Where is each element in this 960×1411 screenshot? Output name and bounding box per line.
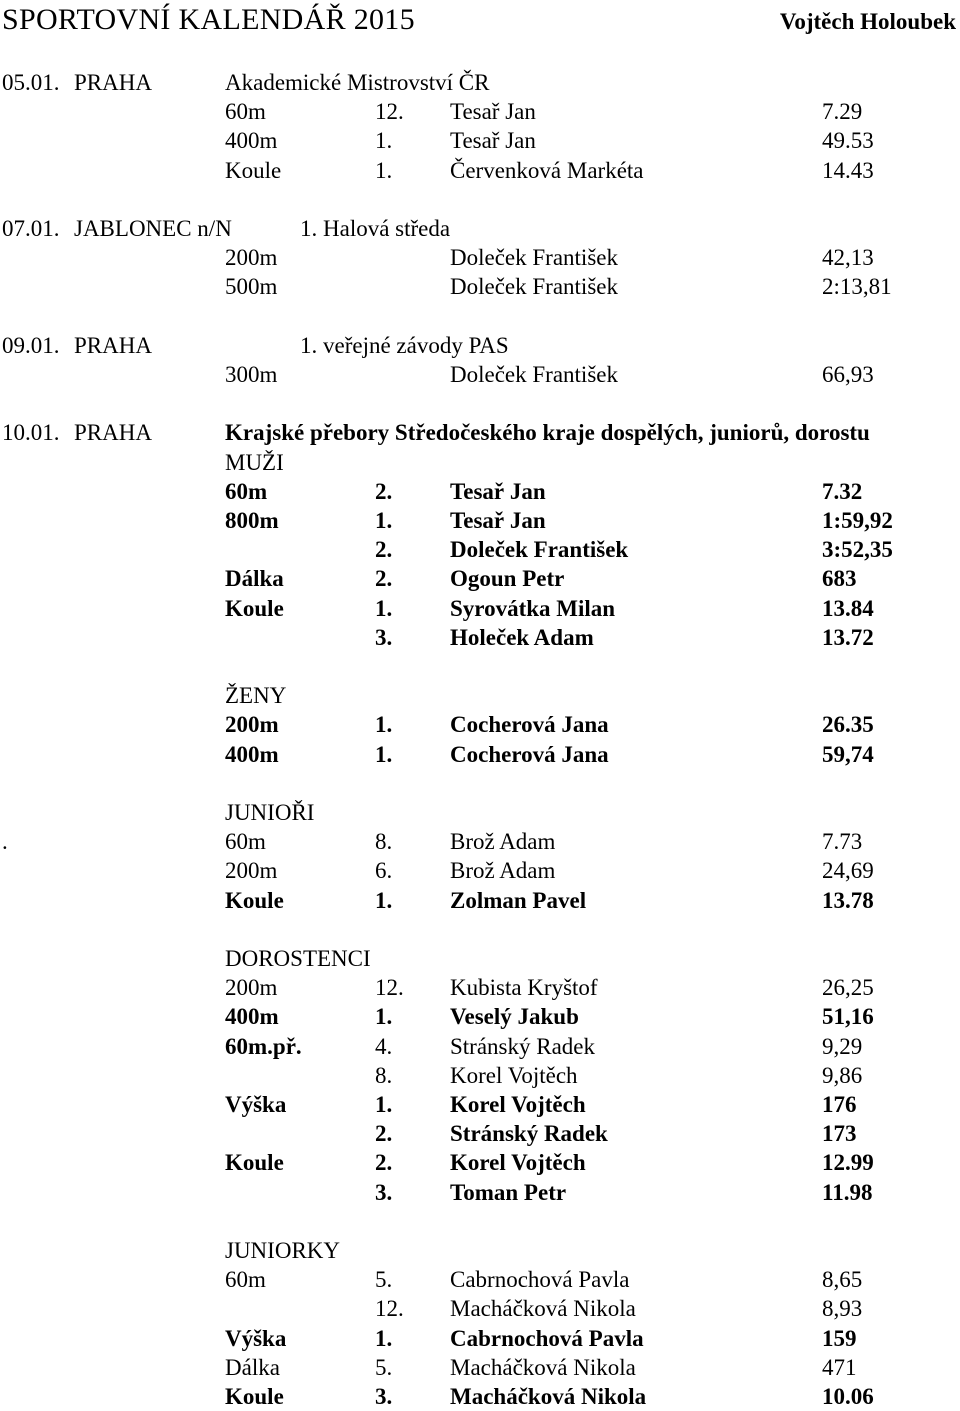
placement: 1. (375, 508, 393, 533)
result-value: 173 (822, 1121, 857, 1147)
result-row (0, 1294, 960, 1323)
result-value: 176 (822, 1092, 857, 1117)
result-value: 8,93 (822, 1296, 863, 1322)
discipline: 200m (225, 712, 279, 738)
placement: 12. (375, 1296, 404, 1322)
event-place: PRAHA (74, 332, 152, 358)
discipline: 60m (225, 99, 266, 125)
athlete-name: Holeček Adam (450, 624, 594, 650)
athlete-name: Korel Vojtěch (450, 1150, 586, 1176)
result-value: 13.84 (822, 595, 874, 621)
placement: 12. (375, 99, 404, 125)
event-date: 07.01. (2, 216, 60, 241)
result-value: 3:52,35 (822, 537, 893, 563)
result-value: 7.73 (822, 829, 863, 855)
placement: 2. (375, 537, 393, 563)
discipline: Koule (225, 157, 282, 183)
category-header (0, 681, 960, 710)
event-name: Akademické Mistrovství ČR (225, 70, 490, 95)
result-value: 24,69 (822, 858, 874, 884)
discipline: 400m (225, 741, 279, 767)
result-row (0, 623, 960, 652)
athlete-name: Ogoun Petr (450, 566, 565, 592)
athlete-name: Korel Vojtěch (450, 1062, 578, 1088)
discipline: 60m (225, 478, 268, 504)
event-place: PRAHA (74, 420, 152, 446)
event-name: 1. veřejné závody PAS (300, 332, 509, 358)
result-row (0, 710, 960, 739)
discipline: Koule (225, 595, 284, 621)
result-value: 51,16 (822, 1004, 874, 1030)
result-row (0, 243, 960, 272)
placement: 2. (375, 478, 393, 504)
athlete-name: Stránský Radek (450, 1033, 596, 1059)
result-row (0, 564, 960, 593)
document-title: SPORTOVNÍ KALENDÁŘ 2015 (2, 3, 415, 36)
discipline: Koule (225, 1150, 284, 1176)
discipline: Dálka (225, 1354, 280, 1380)
result-row (0, 1002, 960, 1031)
result-value: 9,86 (822, 1062, 863, 1088)
event-name: 1. Halová středa (300, 216, 451, 241)
discipline: 500m (225, 274, 278, 300)
event-header (0, 68, 960, 97)
result-row (0, 1265, 960, 1294)
athlete-name: Macháčková Nikola (450, 1296, 636, 1322)
result-row (0, 506, 960, 535)
result-row (0, 594, 960, 623)
discipline: Dálka (225, 566, 284, 592)
result-row (0, 1148, 960, 1177)
result-value: 49.53 (822, 128, 874, 154)
placement: 5. (375, 1267, 393, 1293)
athlete-name: Cabrnochová Pavla (450, 1267, 630, 1293)
discipline: Koule (225, 887, 284, 913)
event-date: 09.01. (2, 332, 60, 358)
athlete-name: Macháčková Nikola (450, 1354, 636, 1380)
result-row (0, 1061, 960, 1090)
placement: 2. (375, 1121, 393, 1147)
placement: 4. (375, 1033, 393, 1059)
placement: 6. (375, 858, 393, 884)
athlete-name: Kubista Kryštof (450, 975, 598, 1001)
placement: 1. (375, 887, 393, 913)
placement: 3. (375, 624, 393, 650)
category-name: JUNIORKY (225, 1238, 340, 1263)
category-header (0, 448, 960, 477)
result-row (0, 272, 960, 301)
result-value: 2:13,81 (822, 274, 892, 300)
athlete-name: Stránský Radek (450, 1121, 608, 1147)
result-value: 7.32 (822, 478, 863, 504)
result-row (0, 1324, 960, 1353)
athlete-name: Tesař Jan (450, 128, 536, 154)
placement: 1. (375, 1092, 393, 1117)
result-row (0, 1090, 960, 1119)
placement: 8. (375, 829, 393, 855)
discipline: Výška (225, 1092, 287, 1117)
discipline: 200m (225, 858, 278, 884)
result-row (0, 1178, 960, 1207)
result-value: 159 (822, 1325, 857, 1351)
result-row (0, 1353, 960, 1382)
discipline: Koule (225, 1384, 284, 1409)
result-value: 1:59,92 (822, 508, 893, 533)
athlete-name: Syrovátka Milan (450, 595, 616, 621)
event-header (0, 214, 960, 243)
discipline: 60m (225, 1267, 266, 1293)
event-place: PRAHA (74, 70, 152, 95)
result-row (0, 360, 960, 389)
result-row (0, 477, 960, 506)
event-date: 10.01. (2, 420, 60, 446)
category-header (0, 1236, 960, 1265)
event-name: Krajské přebory Středočeského kraje dospělých, juniorů, dorostu (225, 420, 870, 446)
result-value: 683 (822, 566, 857, 592)
placement: 2. (375, 1150, 393, 1176)
result-row (0, 156, 960, 185)
result-value: 7.29 (822, 99, 863, 125)
discipline: 60m.př. (225, 1033, 302, 1059)
discipline: Výška (225, 1325, 287, 1351)
event-header (0, 418, 960, 447)
event-place: JABLONEC n/N (74, 216, 232, 241)
result-value: 13.78 (822, 887, 874, 913)
athlete-name: Zolman Pavel (450, 887, 587, 913)
placement: 1. (375, 741, 393, 767)
athlete-name: Tesař Jan (450, 478, 546, 504)
athlete-name: Cabrnochová Pavla (450, 1325, 644, 1351)
result-value: 26,25 (822, 975, 874, 1001)
result-row (0, 827, 960, 856)
placement: 3. (375, 1384, 393, 1409)
discipline: 60m (225, 829, 266, 855)
placement: 8. (375, 1062, 393, 1088)
athlete-name: Červenková Markéta (450, 157, 644, 183)
event-date: 05.01. (2, 70, 60, 95)
result-value: 59,74 (822, 741, 874, 767)
athlete-name: Doleček František (450, 245, 618, 271)
result-row (0, 886, 960, 915)
result-value: 8,65 (822, 1267, 863, 1293)
athlete-name: Tesař Jan (450, 508, 546, 533)
category-name: MUŽI (225, 449, 284, 475)
result-row (0, 97, 960, 126)
category-name: JUNIOŘI (225, 800, 315, 825)
athlete-name: Korel Vojtěch (450, 1092, 586, 1117)
result-row (0, 535, 960, 564)
athlete-name: Tesař Jan (450, 99, 536, 125)
athlete-name: Veselý Jakub (450, 1004, 579, 1030)
discipline: 200m (225, 975, 278, 1001)
athlete-name: Brož Adam (450, 858, 556, 884)
athlete-name: Toman Petr (450, 1179, 567, 1205)
result-row (0, 1119, 960, 1148)
row-prefix: . (2, 829, 8, 855)
result-row (0, 740, 960, 769)
event-header (0, 331, 960, 360)
result-value: 13.72 (822, 624, 874, 650)
placement: 5. (375, 1354, 393, 1380)
result-row (0, 126, 960, 155)
placement: 2. (375, 566, 393, 592)
athlete-name: Doleček František (450, 362, 618, 387)
result-value: 9,29 (822, 1033, 863, 1059)
category-header (0, 944, 960, 973)
placement: 12. (375, 975, 404, 1001)
discipline: 200m (225, 245, 278, 271)
placement: 1. (375, 595, 393, 621)
discipline: 300m (225, 362, 278, 387)
result-value: 14.43 (822, 157, 874, 183)
athlete-name: Cocherová Jana (450, 712, 609, 738)
category-header (0, 798, 960, 827)
athlete-name: Doleček František (450, 274, 618, 300)
result-value: 66,93 (822, 362, 874, 387)
category-name: ŽENY (225, 683, 287, 709)
result-value: 42,13 (822, 245, 874, 271)
placement: 1. (375, 1325, 393, 1351)
placement: 1. (375, 712, 393, 738)
athlete-name: Doleček František (450, 537, 629, 563)
document-header (0, 0, 960, 46)
placement: 1. (375, 157, 393, 183)
category-name: DOROSTENCI (225, 946, 371, 971)
discipline: 400m (225, 128, 278, 154)
placement: 3. (375, 1179, 393, 1205)
discipline: 800m (225, 508, 279, 533)
result-row (0, 856, 960, 885)
result-value: 12.99 (822, 1150, 874, 1176)
athlete-name: Cocherová Jana (450, 741, 609, 767)
author-name: Vojtěch Holoubek (779, 9, 956, 34)
result-row (0, 973, 960, 1002)
result-value: 26.35 (822, 712, 874, 738)
result-value: 11.98 (822, 1179, 873, 1205)
result-value: 10.06 (822, 1384, 874, 1409)
placement: 1. (375, 1004, 393, 1030)
result-value: 471 (822, 1354, 857, 1380)
athlete-name: Macháčková Nikola (450, 1384, 647, 1409)
athlete-name: Brož Adam (450, 829, 556, 855)
placement: 1. (375, 128, 393, 154)
discipline: 400m (225, 1004, 279, 1030)
result-row (0, 1032, 960, 1061)
